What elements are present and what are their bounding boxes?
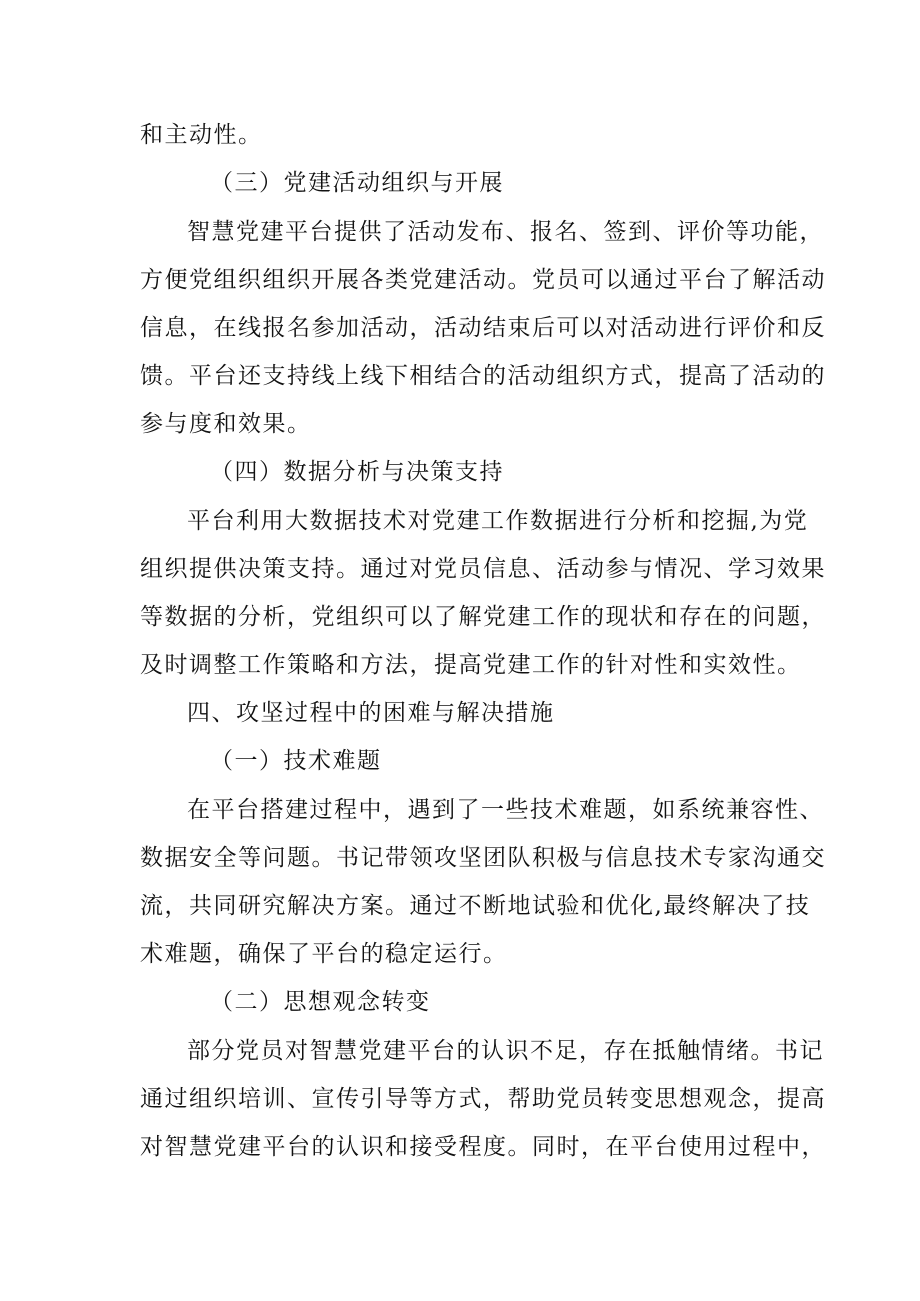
paragraph-line: 参与度和效果。	[140, 411, 312, 437]
chapter-heading: 四、攻坚过程中的困难与解决措施	[187, 700, 555, 726]
paragraph-line: 平台利用大数据技术对党建工作数据进行分析和挖掘,为党	[187, 508, 809, 534]
section-heading: （三）党建活动组织与开展	[210, 170, 504, 196]
paragraph-line: 数据安全等问题。书记带领攻坚团队积极与信息技术专家沟通交	[140, 845, 826, 871]
paragraph-line: 馈。平台还支持线上线下相结合的活动组织方式，提高了活动的	[140, 363, 826, 389]
paragraph-line: 部分党员对智慧党建平台的认识不足，存在抵触情绪。书记	[187, 1038, 824, 1064]
paragraph-line: 术难题，确保了平台的稳定运行。	[140, 941, 508, 967]
paragraph-line: 流，共同研究解决方案。通过不断地试验和优化,最终解决了技	[140, 893, 811, 919]
paragraph-line: 等数据的分析，党组织可以了解党建工作的现状和存在的问题，	[140, 604, 826, 630]
section-heading: （四）数据分析与决策支持	[210, 459, 504, 485]
paragraph-line: 通过组织培训、宣传引导等方式，帮助党员转变思想观念，提高	[140, 1086, 826, 1112]
paragraph-line: 智慧党建平台提供了活动发布、报名、签到、评价等功能，	[187, 219, 824, 245]
section-heading: （一）技术难题	[210, 748, 382, 774]
paragraph-line: 组织提供决策支持。通过对党员信息、活动参与情况、学习效果	[140, 556, 826, 582]
text-line: 和主动性。	[140, 122, 263, 148]
paragraph-line: 在平台搭建过程中，遇到了一些技术难题，如系统兼容性、	[187, 797, 824, 823]
paragraph-line: 对智慧党建平台的认识和接受程度。同时，在平台使用过程中，	[140, 1134, 826, 1160]
section-heading: （二）思想观念转变	[210, 989, 431, 1015]
paragraph-line: 及时调整工作策略和方法，提高党建工作的针对性和实效性。	[140, 652, 802, 678]
paragraph-line: 方便党组织组织开展各类党建活动。党员可以通过平台了解活动	[140, 267, 826, 293]
paragraph-line: 信息，在线报名参加活动，活动结束后可以对活动进行评价和反	[140, 315, 826, 341]
